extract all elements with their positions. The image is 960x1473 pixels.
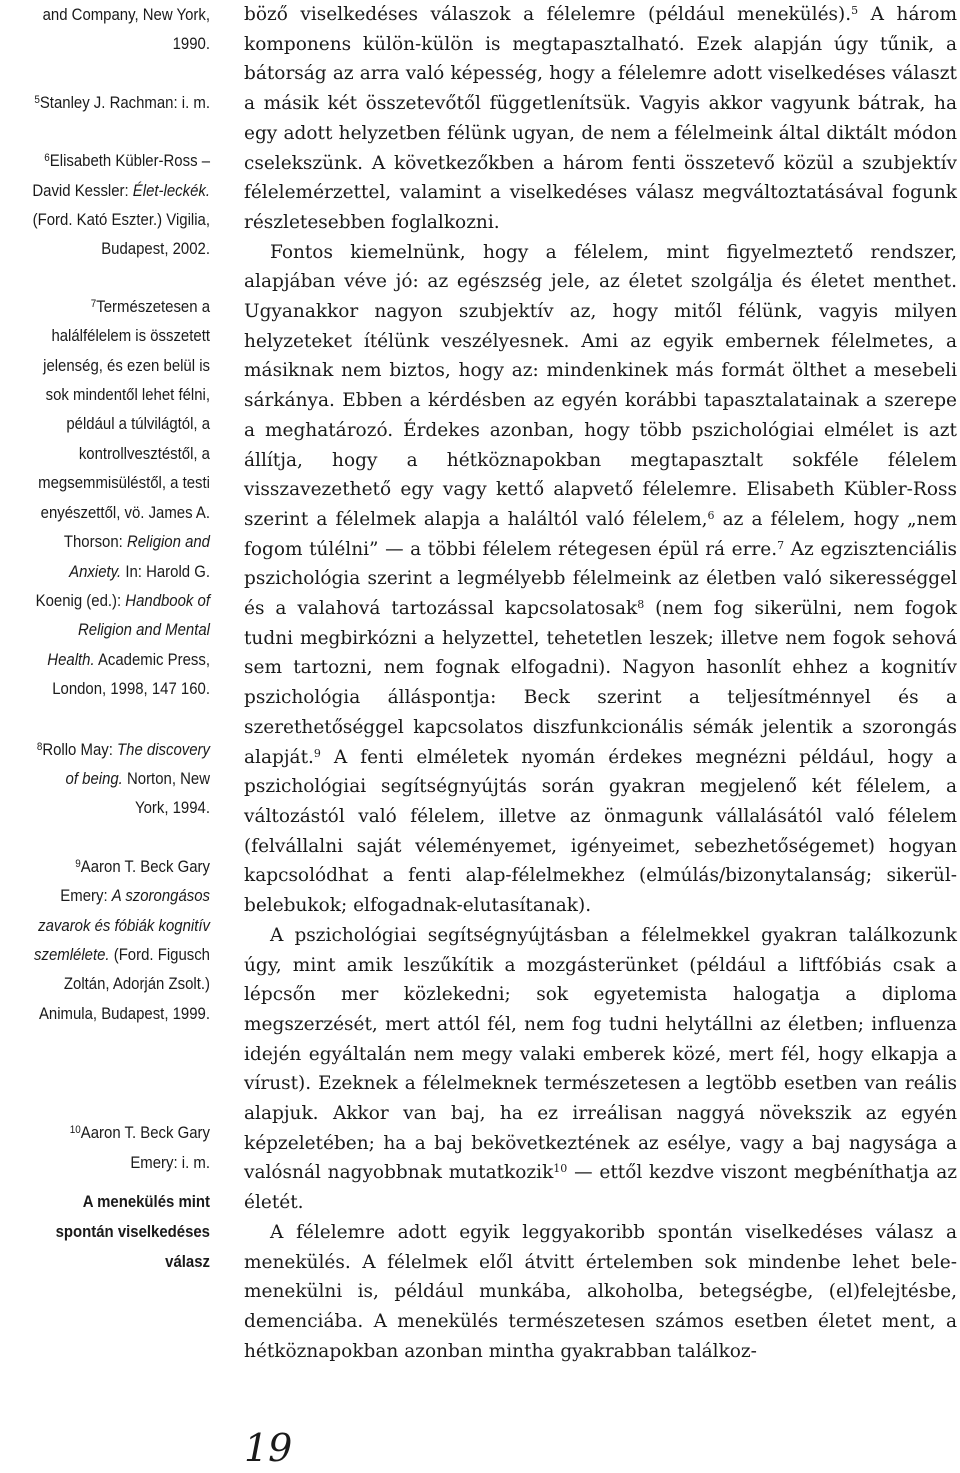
cited-title: Religion and Anxiety. — [69, 532, 210, 581]
footnote-sidebar — [28, 0, 210, 1277]
footnote-10: $^{10}$Aaron T. Beck Gary Emery: i. m. — [69, 1123, 210, 1172]
footnote-number: 6 — [44, 152, 50, 165]
footnote-ref: 7 — [777, 538, 785, 552]
footnote-ref: 9 — [313, 746, 321, 760]
section-headline: A menekülés mint spontán viselkedéses válasz — [55, 1192, 210, 1271]
paragraph: böző viselkedéses válaszok a félelemre (például menekülés).$^5$ A három komponens külön-külön is megtapasztalható. Ezek alapján úgy tűnik, a bátorság az arra való képesség, hogy a félelemre adott viselkedéses választ a másik két összetevőtől függetlenítsük. Vagyis akkor vagyunk bátrak, ha egy adott helyzetben félünk ugyan, de nem a félelmeink által diktált módon cselekszünk. A következőkben a három fenti összetevő közül a szubjektív félelemérzettel, valamint a viselkedéses válasz megváltoztatásával fogunk részletesebben foglalkozni. — [244, 4, 958, 233]
footnote-8: $^8$Rollo May: The discovery of being. Norton, New York, 1994. — [36, 739, 210, 818]
footnote-number: 5 — [34, 93, 40, 106]
footnote-9: $^9$Aaron T. Beck Gary Emery: A szorongásos zavarok és fóbiák kognitív szemlélete. (Ford. Figusch Zoltán, Adorján Zsolt.) Animula, Budapest, 1999. — [34, 856, 211, 1023]
footnote-continuation: and Company, New York, 1990. — [42, 5, 210, 54]
footnote-number: 9 — [75, 857, 81, 870]
footnote-ref: 6 — [707, 508, 715, 522]
page-number: 19 — [244, 1426, 293, 1470]
main-text — [244, 0, 957, 1366]
footnote-number: 7 — [90, 297, 97, 310]
cited-title: Élet-leckék. — [132, 180, 210, 200]
paragraph: Fontos kiemelnünk, hogy a félelem, mint figyelmeztető rendszer, alapjában véve jó: az egészség jele, az életet szolgálja és életet menthet. Ugyanakkor nagyon szubjektív az, hogy mitől félünk, vagyis milyen helyzeteket ítélünk veszélyesnek. Ami az egyik embernek félelmetes, a másiknak nem biztos, hogy az: mindenkinek más formát ölthet a mesebeli sárkánya. Ebben a kérdésben az egyén korábbi tapasztalatainak a szerepe a meghatározó. Érdekes azonban, hogy több pszichológiai elmélet is azt állítja, hogy a hétköznapokban megtapasztalt sokféle félelem visszavezethető egy vagy kettő alapvető félelemre. Elisabeth Kübler-Ross szerint a félelmek alapja a haláltól való félelem,$^6$ az a félelem, hogy „nem fogom túlélni” — a többi félelem rétegesen épül rá erre.$^7$ Az egzisztenciális pszichológia szerint a legmélyebb félelmeink az életben való sikerességgel és a valahová tartozással kapcsolatosak$^8$ (nem fog sikerülni, nem fogok tudni megbirkózni a helyzettel, tehetetlen leszek; illetve nem fogok sehová sem tartozni, nem fognak elfogadni). Nagyon hasonlít ehhez a kognitív pszichológia álláspontja: Beck szerint a teljesítménnyel és a szerethetőséggel kapcsolatos diszfunkcionális sémák jelentik a szorongás alapját.$^9$ A fenti elméletek nyomán érdekes megnézni például, hogy a pszichológiai segítségnyújtás során gyakran megjelenő két félelem, a változástól való félelem, illetve az önmagunk vállalásától való félelem (felvállalni saját véleményemet, igényeimet, sebezhetőségemet) hogyan kapcsolódhat a fenti alap-félelmekhez (elmúlás/bizonytalanság; sikerül-belebukok; elfogadnak-elutasítanak). — [244, 241, 957, 917]
paragraph: A pszichológiai segítségnyújtásban a félelmekkel gyakran találkozunk úgy, mint amik leszűkítik a mozgásterünket (például a liftfóbiás csak a lépcsőn mer közlekedni; sok egyetemista halogatja a diploma megszerzését, mert attól fél, nem fog tudni helytállni az életben; influenza idején egyáltalán nem megy valaki emberek közé, mert fél, hogy elkapja a vírust). Ezeknek a félelmeknek természetesen a legtöbb esetben van reális alapjuk. Akkor van baj, ha ez irreálisan naggyá növekszik az egyén képzeletében; ha a baj bekövetkeztének az esélye, vagy a baj nagysága a valósnál nagyobbnak mutatkozik$^{10}$ — ettől kezdve viszont megbéníthatja az életét. — [244, 924, 957, 1214]
cited-title: A szorongásos zavarok és fóbiák kognitív szemlélete. — [34, 886, 210, 964]
footnote-ref: 5 — [851, 4, 859, 17]
footnote-7: $^7$Természetesen a halálfélelem is összetett jelenség, és ezen belül is sok mindentől lehet félni, például a túlvilágtól, a kontrollvesztéstől, a megsemmisüléstől, a testi enyészettől, vö. James A. Thorson: Religion and Anxiety. In: Harold G. Koenig (ed.): Handbook of Religion and Mental Health. Academic Press, London, 1998, 147 160. — [35, 296, 211, 699]
paragraph: A félelemre adott egyik leggyakoribb spontán viselkedéses válasz a menekülés. A félelmek elől átvitt értelemben sok mindenbe lehet bele-menekülni is, például munkába, alkoholba, betegségbe, (el)felejtésbe, demenciába. A menekülés természetesen számos esetben életet ment, a hétköznapokban azonban mintha gyakrabban találkoz- — [244, 1221, 957, 1362]
footnote-ref: 10 — [553, 1162, 568, 1176]
footnote-5: $^5$Stanley J. Rachman: i. m. — [34, 92, 210, 112]
cited-title: The discovery of being. — [65, 739, 210, 788]
cited-title: Handbook of Religion and Mental Health. — [47, 590, 210, 669]
footnote-ref: 8 — [637, 598, 645, 612]
footnote-6: $^6$Elisabeth Kübler-Ross – David Kessler: Élet-leckék. (Ford. Kató Eszter.) Vigilia, Budapest, 2002. — [32, 151, 210, 259]
footnote-number: 8 — [36, 740, 43, 753]
footnote-number: 10 — [69, 1124, 81, 1137]
